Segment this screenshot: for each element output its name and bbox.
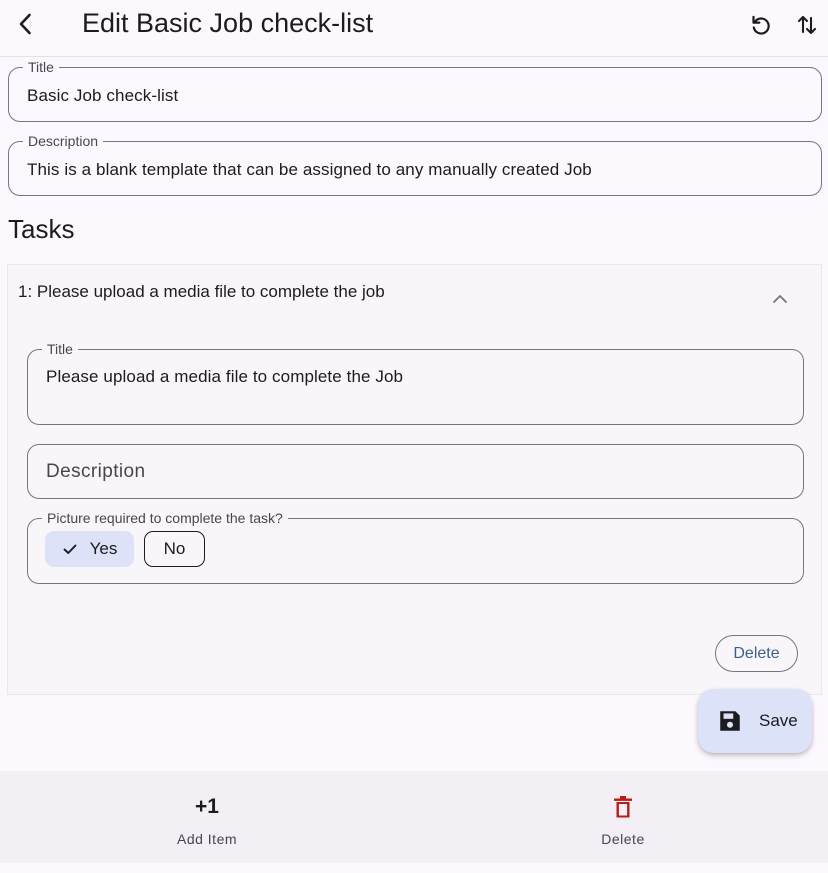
add-item-button[interactable] (127, 771, 287, 863)
task-description-placeholder: Description (46, 461, 146, 482)
task-title-value: Please upload a media file to complete the Job (46, 367, 404, 386)
undo-button[interactable] (744, 8, 778, 42)
task-header[interactable]: 1: Please upload a media file to complete the job (18, 282, 385, 301)
collapse-button[interactable] (768, 287, 792, 311)
save-button[interactable] (698, 689, 812, 753)
save-icon (717, 708, 743, 734)
task-card (7, 264, 822, 695)
task-title-field[interactable] (27, 341, 804, 425)
delete-checklist-button[interactable] (543, 771, 703, 863)
task-description-field[interactable] (27, 444, 804, 499)
delete-task-button[interactable] (715, 635, 798, 672)
description-field-value: This is a blank template that can be assigned to any manually created Job (27, 160, 592, 179)
sort-icon (795, 13, 819, 37)
task-title-label: Title (42, 341, 78, 357)
tasks-section-title: Tasks (8, 214, 75, 244)
back-arrow-icon (14, 12, 38, 36)
title-field-value: Basic Job check-list (27, 86, 179, 105)
add-item-label: Add Item (176, 831, 238, 847)
plus-one-icon: +1 (195, 795, 219, 818)
description-field[interactable] (8, 133, 822, 196)
picture-required-label: Picture required to complete the task? (42, 510, 288, 526)
page-title: Edit Basic Job check-list (82, 8, 374, 38)
delete-checklist-label: Delete (601, 831, 645, 847)
yes-option[interactable] (45, 531, 134, 567)
bottom-bar (0, 771, 828, 863)
check-icon (62, 541, 78, 557)
yes-option-label: Yes (89, 539, 118, 558)
no-option-label: No (163, 539, 186, 558)
undo-icon (749, 13, 773, 37)
trash-icon (612, 795, 634, 819)
save-button-label: Save (759, 711, 798, 730)
picture-required-group (27, 510, 804, 584)
title-field-label: Title (23, 59, 59, 75)
title-field[interactable] (8, 59, 822, 122)
sort-button[interactable] (790, 8, 824, 42)
no-option[interactable] (144, 531, 205, 567)
delete-task-label: Delete (733, 644, 780, 662)
app-bar (0, 0, 828, 57)
back-button[interactable] (8, 6, 44, 42)
description-field-label: Description (23, 133, 103, 149)
chevron-up-icon (771, 290, 789, 308)
